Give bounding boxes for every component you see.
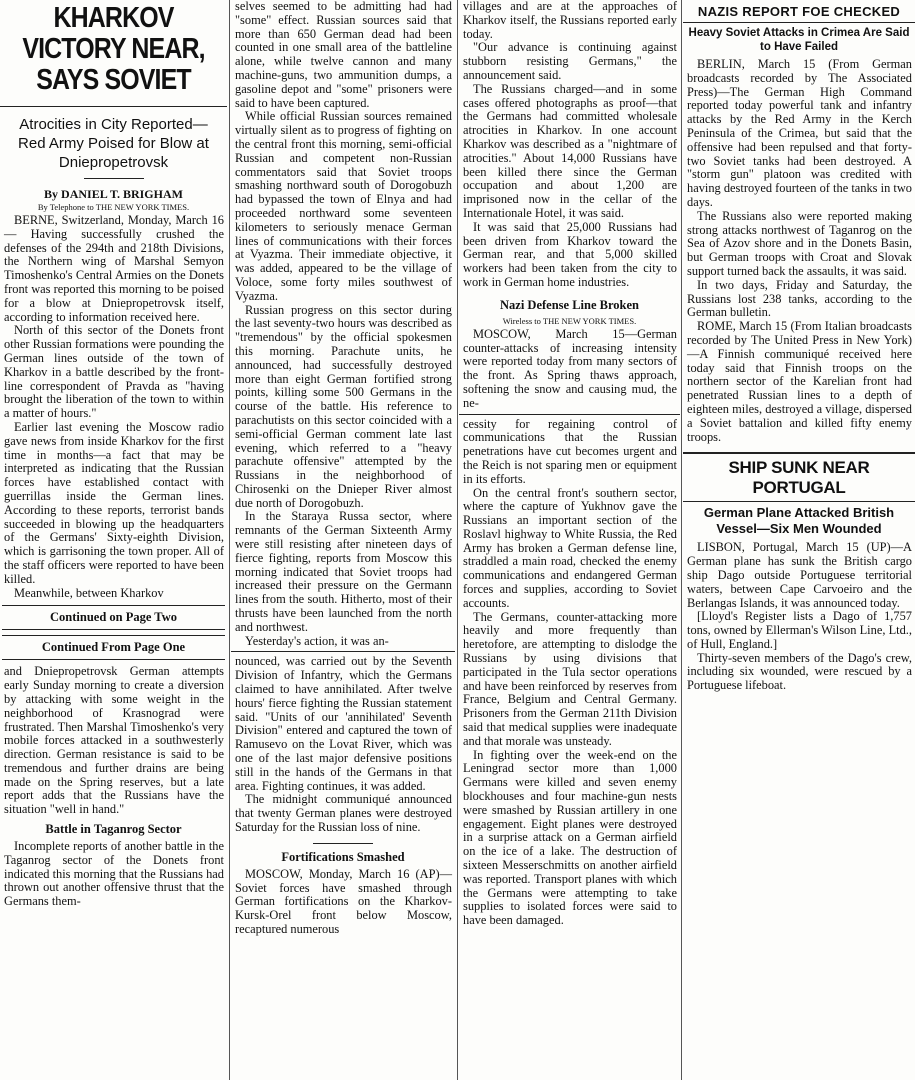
paragraph: Earlier last evening the Moscow radio gave news from inside Kharkov for the first time in months—a fact that may be interpreted as indicating that the Russian forces have established contact with guerrillas inside the German lines. According to these reports, terrorist bands succeeded in blowing up the headquarters of the Germans' Sixty-eighth Division, which is garrisoning the town proper. All of the staff officers were reported to have been killed.: [4, 419, 224, 586]
column-rule: [457, 0, 458, 1080]
main-subhead: Atrocities in City Reported—Red Army Poised for Blow at Dniepropetrovsk: [18, 116, 209, 171]
paragraph: In the Staraya Russa sector, where remnants of the German Sixteenth Army were still resisting after nineteen days of fierce fighting, reports from Moscow this morning indicated that Soviet troops had increased their pressure on the Germann lines from the south. Hitherto, most of their thrusts have been launched from the north and northwest.: [235, 509, 452, 634]
section-head-nazi-line: Nazi Defense Line Broken: [500, 297, 639, 312]
ship-headline: SHIP SUNK NEAR PORTUGAL: [728, 458, 870, 498]
paragraph: Thirty-seven members of the Dago's crew, including six wounded, were rescued by a Portuguese lifeboat.: [687, 650, 912, 693]
divider: [683, 452, 915, 454]
wire-credit: Wireless to THE NEW YORK TIMES.: [502, 315, 637, 326]
continued-on-label: Continued on Page Two: [50, 610, 177, 625]
divider: [84, 178, 144, 179]
section-head-taganrog: Battle in Taganrog Sector: [45, 822, 182, 837]
paragraph: The Russians also were reported making strong attacks northwest of Taganrog on the Sea of Azov shore and in the Donets Basin, but German troops with Croat and Slovak support turned back the assaults, it was said.: [687, 208, 912, 278]
paragraph: Meanwhile, between Kharkov: [14, 585, 164, 600]
paragraph: BERNE, Switzerland, Monday, March 16 — Having successfully crushed the defenses of the 294th and 218th Divisions, the Northern wing of Marshal Semyon Timoshenko's Central Armies on the Donets front was reported this morning to be poised for a blow at Dniepropetrovsk itself, according to information received here.: [4, 213, 224, 324]
divider: [313, 843, 373, 844]
divider: [0, 106, 227, 107]
paragraph: and Dniepropetrovsk German attempts early Sunday morning to create a diversion by attacking with some weight in the neighborhood of Krasnograd were frustrated. Then Marshal Timoshenko's very mobile forces attacked in a southwesterly direction. German resistance is said to be tremendous and further drains are being made on the Spring reserves, but a late report adds that the Russians have the situation "well in hand.": [4, 664, 224, 817]
continued-from-box: [2, 635, 225, 660]
divider: [459, 414, 680, 415]
paragraph: Incomplete reports of another battle in the Taganrog sector of the Donets front indicated this morning that the Russians had thrown out another offensive thrust that the Germans them-: [4, 839, 224, 909]
paragraph: nounced, was carried out by the Seventh Division of Infantry, which the Germans claimed to have annihilated. After twelve hours' fierce fighting the Russian statement said. "Units of our 'annihilated' Seventh Division" entered and captured the town of Ramusevo on the Lovat River, which was one of the last major defensive positions still in the hands of the Germans in that area. Fighting continues, it was added.: [235, 654, 452, 793]
paragraph: [Lloyd's Register lists a Dago of 1,757 tons, owned by Ellerman's Wilson Line, Ltd., of Hull, England.]: [687, 609, 912, 651]
column-3: [459, 0, 680, 1080]
continued-from-label: Continued From Page One: [41, 640, 186, 655]
paragraph: North of this sector of the Donets front other Russian formations were pounding the German lines outside of the town of Kharkov in a battle described by the front-line correspondent of Pravda as "having brought the liberation of the town to within a matter of hours.": [4, 323, 224, 421]
paragraph: villages and are at the approaches of Kharkov itself, the Russians reported early today.: [463, 0, 677, 41]
divider: [683, 22, 915, 23]
paragraph: BERLIN, March 15 (From German broadcasts recorded by The Associated Press)—The German High Command reported today powerful tank and infantry attacks by the Red Army in the Kerch Peninsula of the Crimea, but said that the offensive had been repulsed and that forty-two Soviet tanks had been destroyed. A "storm gun" platoon was credited with having destroyed fourteen of the tanks in two days.: [687, 57, 912, 209]
column-2: [231, 0, 455, 1080]
divider: [683, 501, 915, 502]
paragraph: While official Russian sources remained virtually silent as to progress of fighting on the central front this morning, semi-official Russian and competent non-Russian commentators said that Soviet troops smashing northward south of Dorogobuzh had bypassed the town of Elnya and had proceeded northward some seventeen kilometers to seriously menace German lines of communications with their forces at Vyazma. Their immediate objective, it was added, appeared to be the village of Voloce, some forty miles southwest of Vyazma.: [235, 109, 452, 303]
divider: [231, 651, 455, 652]
paragraph: cessity for regaining control of communications that the Russian penetrations have cut becomes urgent and the Reich is not sparing men or equipment in its efforts.: [463, 416, 677, 486]
section-head-fortifications: Fortifications Smashed: [281, 849, 405, 864]
column-rule: [229, 0, 230, 1080]
paragraph: MOSCOW, March 15—German counter-attacks of increasing intensity were reported today from many sectors of the front. As Spring thaws approach, softening the snow and causing mud, the ne-: [463, 326, 677, 410]
paragraph: On the central front's southern sector, where the capture of Yukhnov gave the Russians an important section of the Roslavl highway to White Russia, the Red Army has broken a German defense line, straddled a main road, checked the enemy communications and endangered German forces and supplies, according to Soviet accounts.: [463, 485, 677, 610]
nazis-subhead: Heavy Soviet Attacks in Crimea Are Said to Have Failed: [688, 27, 910, 53]
paragraph: The Germans, counter-attacking more heavily and more frequently than heretofore, are attempting to dislodge the Russians by using divisions that participated in the Tula sector operations and have been reinforced by reserves from France, Belgium and Central Germany. Prisoners from the German 211th Division said that medical supplies were inadequate and that morale was unsteady.: [463, 609, 677, 748]
paragraph: In two days, Friday and Saturday, the Russians lost 238 tanks, according to the German bulletin.: [687, 277, 912, 320]
column-1: [0, 0, 227, 1080]
column-4: [683, 0, 915, 1080]
wire-credit: By Telephone to THE NEW YORK TIMES.: [37, 202, 190, 212]
column-rule: [681, 0, 682, 1080]
paragraph: Russian progress on this sector during the last seventy-two hours was described as "tremendous" by the official spokesmen this morning. Parachute units, he announced, had successfully destroyed more than eight German fortified strong points, killing some 500 Germans in the course of the battle. His reference to parachutists on this sector coincided with a semi-official German comment late last evening, which referred to a "heavy parachute offensive" attempted by the Russians in the neighborhood of Chirosenki on the Dnieper River almost due north of Dorogobuzh.: [235, 302, 452, 510]
main-headline: KHARKOV VICTORY NEAR, SAYS SOVIET: [22, 2, 205, 96]
ship-subhead: German Plane Attacked British Vessel—Six Men Wounded: [703, 505, 895, 537]
paragraph: LISBON, Portugal, March 15 (UP)—A German plane has sunk the British cargo ship Dago outside Portuguese territorial waters, between Cape Carvoeiro and the Berlangas Islands, it was announced today.: [687, 540, 912, 610]
paragraph: ROME, March 15 (From Italian broadcasts recorded by The United Press in New York)—A Finnish communiqué received here today said that Finnish troops on the northern sector of the Karelian front had penetrated Russian lines to a depth of eighteen miles, destroyed a village, dispersed a Soviet battalion and killed fifty enemy troops.: [687, 319, 912, 444]
byline: By DANIEL T. BRIGHAM: [44, 187, 183, 201]
paragraph: It was said that 25,000 Russians had been driven from Kharkov toward the German rear, and that 5,000 skilled workers had been taken from the city to work in German home industries.: [463, 219, 677, 289]
paragraph: "Our advance is continuing against stubborn resisting Germans," the announcement said.: [463, 40, 677, 82]
paragraph: In fighting over the week-end on the Leningrad sector more than 1,000 Germans were killed and seven enemy blockhouses and four machine-gun nests were smashed by Russian artillery in one engagement. Eight planes were destroyed in a surprise attack on a German airfield on the ice of a lake. The destruction of sixteen Messerschmitts on another airfield was reported. Transport planes with which the Germans were attempting to take supplies to isolated forces were said to have been damaged.: [463, 747, 677, 928]
paragraph: MOSCOW, Monday, March 16 (AP)—Soviet forces have smashed through German fortifications on the Kharkov-Kursk-Orel front below Moscow, recaptured numerous: [235, 866, 452, 936]
paragraph: The midnight communiqué announced that twenty German planes were destroyed Saturday for the Russian loss of nine.: [235, 792, 452, 835]
paragraph: Yesterday's action, it was an-: [245, 633, 389, 648]
paragraph: selves seemed to be admitting had had "some" effect. Russian sources said that more than 650 German dead had been counted in one small area of the battleline alone, while twelve cannon and many machine-guns, two ammunition dumps, a gasoline depot and "some" prisoners were said to have been captured.: [235, 0, 452, 110]
nazis-headline: NAZIS REPORT FOE CHECKED: [697, 4, 901, 19]
paragraph: The Russians charged—and in some cases offered photographs as proof—that the Germans had committed wholesale atrocities in Kharkov. In one account Kharkov was described as a "nightmare of atrocities." About 14,000 Russians have been killed there since the German occupation and about 1,200 are imprisoned now in the cellar of the Internationale Hotel, it was said.: [463, 81, 677, 220]
continued-on-box: [2, 605, 225, 630]
